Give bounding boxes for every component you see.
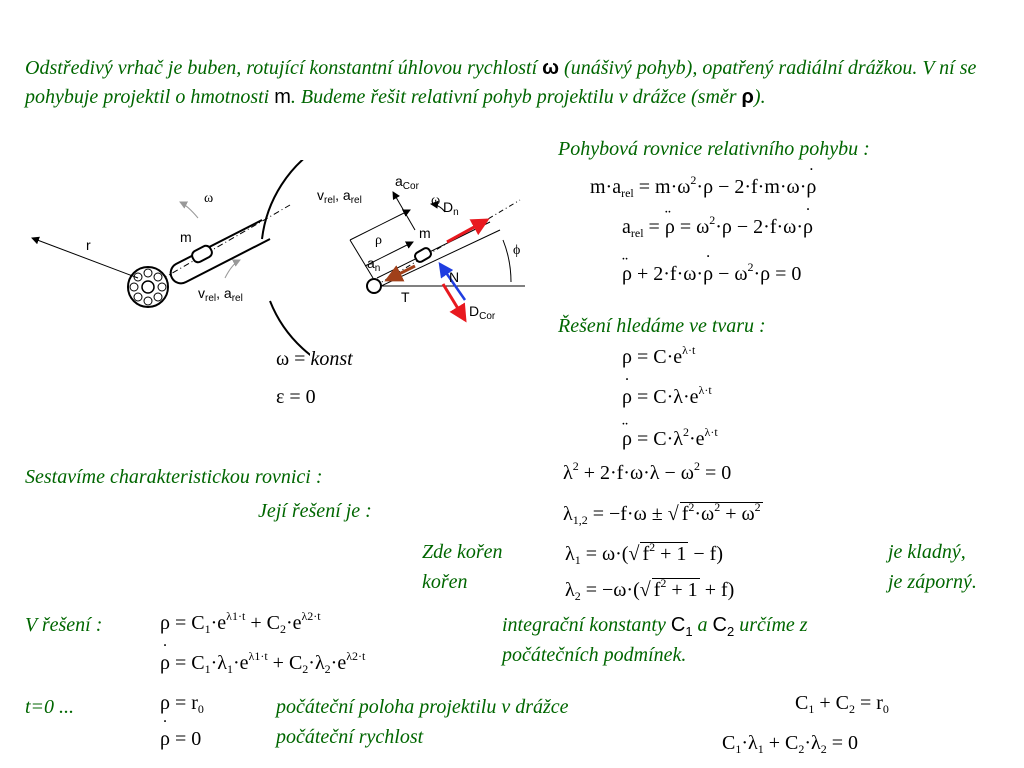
intro-omega: ω bbox=[542, 57, 560, 79]
initial-desc-1: počáteční poloha projektilu v drážce bbox=[276, 696, 569, 718]
omega-konst: ω = konst bbox=[276, 348, 353, 370]
projectile bbox=[190, 244, 213, 264]
constants-eq1: $C_1 + C_2 = r_0$ bbox=[795, 692, 889, 716]
intro-text-4: ). bbox=[753, 86, 766, 108]
solution-eq1: $\rho = C\cdot e^{\lambda\cdot t}$ bbox=[622, 343, 696, 368]
force-diagram bbox=[315, 170, 535, 340]
intro-text-3: . Budeme řešit relativní pohyb projektilu v drážce (směr bbox=[290, 86, 742, 108]
an-label: $a_n$ bbox=[367, 255, 381, 274]
omega-small-label: ω bbox=[431, 193, 441, 208]
solution-title: Řešení hledáme ve tvaru : bbox=[558, 315, 766, 337]
r-label: r bbox=[86, 237, 91, 253]
initial-eq1: $\rho = r_0$ bbox=[160, 692, 204, 716]
characteristic-eq: $\lambda^2 + 2\cdot f\cdot\omega\cdot\lambda - \omega^2 = 0$ bbox=[563, 459, 732, 484]
dcor-label: $D_{Cor}$ bbox=[469, 303, 496, 322]
solution-eq3: ρ ¨ = $C\cdot\lambda^2\cdot e^{\lambda\cdot t}$ bbox=[622, 428, 718, 451]
initial-desc-2: počáteční rychlost bbox=[276, 726, 424, 748]
general-eq1: $\rho = C_1\cdot e^{\lambda 1\cdot t} + C_2\cdot e^{\lambda 2\cdot t}$ bbox=[160, 609, 321, 636]
characteristic-label: Sestavíme charakteristickou rovnici : bbox=[25, 466, 323, 488]
intro-text-1: Odstředivý vrhač je buben, rotující konstantní úhlovou rychlostí bbox=[25, 57, 543, 79]
m-small-label: m bbox=[419, 225, 431, 241]
omega-arrow bbox=[180, 202, 198, 218]
vrel-arel-label: $v_{rel}$, $a_{rel}$ bbox=[317, 187, 362, 206]
zde-koren-label: Zde kořen bbox=[422, 541, 503, 563]
vrel-arrow bbox=[225, 260, 240, 278]
hub-icon bbox=[128, 267, 168, 307]
integration-note-1: integrační konstanty $C_1$ a $C_2$ určíme z bbox=[502, 614, 808, 639]
root1-eq: $\lambda_1 = \omega\cdot(√$ $f^2 + 1 - f$) bbox=[565, 540, 724, 567]
eqmotion-eq2: $a_{rel} = \rho$ ¨ = $\omega^2\cdot\rho - 2\cdot f\cdot\omega\cdot\rho$ ˙ bbox=[622, 216, 813, 239]
t0-label: t=0 ... bbox=[25, 696, 75, 718]
v-reseni-label: V řešení : bbox=[25, 614, 103, 636]
intro-paragraph bbox=[25, 54, 1000, 112]
omega-label: ω bbox=[204, 191, 214, 206]
phi-label: ϕ bbox=[513, 243, 521, 258]
drum-figure bbox=[20, 160, 310, 430]
integration-note-2: počátečních podmínek. bbox=[502, 644, 687, 666]
characteristic-solution-label: Její řešení je : bbox=[258, 500, 372, 522]
projectile-small bbox=[414, 247, 433, 264]
intro-text-2: (unášivý pohyb), opatřený radiální drážkou. V ní se pohybuje projektil o hmotnosti bbox=[25, 57, 977, 108]
radius-arrow bbox=[32, 238, 138, 278]
t-label: T bbox=[401, 289, 410, 305]
an-arrow bbox=[387, 266, 415, 280]
dn-label: $D_n$ bbox=[443, 199, 459, 218]
rho-label: ρ bbox=[375, 233, 382, 248]
eqmotion-eq1: $m\cdot a_{rel} = m\cdot\omega^2\cdot\rho - 2\cdot f\cdot m\cdot\omega\cdot\rho$ ˙ bbox=[590, 176, 816, 199]
n-label: N bbox=[449, 269, 460, 285]
hub-small-icon bbox=[367, 279, 381, 293]
eqmotion-title: Pohybová rovnice relativního pohybu : bbox=[558, 138, 870, 160]
characteristic-roots: $\lambda_{1,2} = -f\cdot\omega$ ± √ $f^2\cdot\omega^2 + \omega^2$ bbox=[563, 500, 761, 527]
acor-label: $a_{Cor}$ bbox=[395, 173, 419, 192]
solution-eq2: ρ ˙ = $C\cdot\lambda\cdot e^{\lambda\cdot t}$ bbox=[622, 386, 712, 409]
root2-eq: $\lambda_2 = -\omega\cdot(√$ $f^2 + 1 + f$) bbox=[565, 576, 735, 603]
eqmotion-eq3: ρ ¨ + 2·f·ω·ρ ˙ − $\omega^2\cdot\rho = 0$ bbox=[622, 263, 801, 286]
constants-eq2: $C_1\cdot\lambda_1 + C_2\cdot\lambda_2 = 0$ bbox=[722, 732, 858, 756]
intro-rho: ρ bbox=[741, 86, 754, 108]
dcor-arrow bbox=[443, 284, 465, 320]
epsilon-zero: ε = 0 bbox=[276, 386, 316, 408]
kladny-label: je kladný, bbox=[888, 541, 966, 563]
koren-label: kořen bbox=[422, 571, 468, 593]
general-eq2: ρ ˙ = $C_1\cdot\lambda_1\cdot e^{\lambda 1\cdot t} + C_2\cdot\lambda_2\cdot e^{\lambda 2\cdot t}$ bbox=[160, 652, 365, 675]
intro-m: m bbox=[274, 86, 291, 108]
vrel-label: $v_{rel}$, $a_{rel}$ bbox=[198, 285, 243, 304]
m-label: m bbox=[180, 229, 192, 245]
initial-eq2: ρ ˙ = 0 bbox=[160, 728, 201, 751]
zaporny-label: je záporný. bbox=[888, 571, 977, 593]
